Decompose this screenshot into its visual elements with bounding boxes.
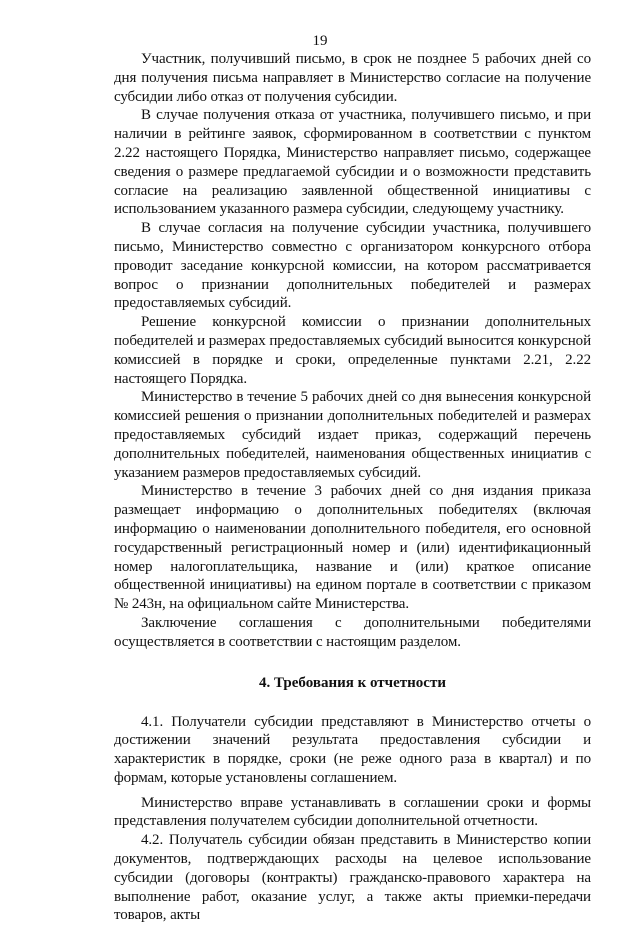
- page-number: 19: [312, 33, 328, 49]
- paragraph: В случае согласия на получение субсидии участника, получившего письмо, Министерство совместно с организатором конкурсного отбора проводит заседание конкурсной комиссии, на котором рассматривается вопрос о признании дополнительных победителей и размерах предоставляемых субсидий.: [114, 220, 591, 312]
- paragraph: 4.2. Получатель субсидии обязан представить в Министерство копии документов, подтверждающих расходы на целевое использование субсидии (договоры (контракты) гражданско-правового характера на выполнение работ, оказание услуг, а также акты приемки-передачи товаров, акты: [114, 832, 591, 924]
- section-heading: 4. Требования к отчетности: [259, 674, 446, 691]
- paragraph: Министерство в течение 5 рабочих дней со дня вынесения конкурсной комиссией решения о признании дополнительных победителей и размерах предоставляемых субсидий издает приказ, содержащий перечень дополнительных победителей, наименования общественных инициатив с указанием размеров предоставляемых субсидий.: [114, 389, 591, 481]
- paragraph: Решение конкурсной комиссии о признании дополнительных победителей и размерах предоставляемых субсидий выносится конкурсной комиссией в порядке и сроки, определенные пунктами 2.21, 2.22 настоящего Порядка.: [114, 314, 591, 387]
- paragraph: В случае получения отказа от участника, получившего письмо, и при наличии в рейтинге заявок, сформированном в соответствии с пунктом 2.22 настоящего Порядка, Министерство направляет письмо, содержащее сведения о размере предлагаемой субсидии и о возможности представить согласие на реализацию заявленной общественной инициативы с использованием указанного размера субсидии, следующему участнику.: [114, 107, 591, 218]
- paragraph: Министерство вправе устанавливать в соглашении сроки и формы представления получателем субсидии дополнительной отчетности.: [114, 794, 591, 830]
- paragraph: Министерство в течение 3 рабочих дней со дня издания приказа размещает информацию о дополнительных победителях (включая информацию о наименовании дополнительного победителя, его основной государственный регистрационный номер и (или) идентификационный номер налогоплательщика, название и (или) краткое описание общественной инициативы) на едином портале в соответствии с приказом № 243н, на официальном сайте Министерства.: [114, 483, 591, 613]
- document-body: [114, 50, 591, 925]
- paragraph: Заключение соглашения с дополнительными победителями осуществляется в соответствии с настоящим разделом.: [114, 614, 591, 650]
- paragraph: Участник, получивший письмо, в срок не позднее 5 рабочих дней со дня получения письма направляет в Министерство согласие на получение субсидии либо отказ от получения субсидии.: [114, 51, 591, 105]
- paragraph: 4.1. Получатели субсидии представляют в Министерство отчеты о достижении значений результата предоставления субсидии и характеристик в порядке, сроки (не реже одного раза в квартал) и по формам, которые установлены соглашением.: [114, 713, 591, 786]
